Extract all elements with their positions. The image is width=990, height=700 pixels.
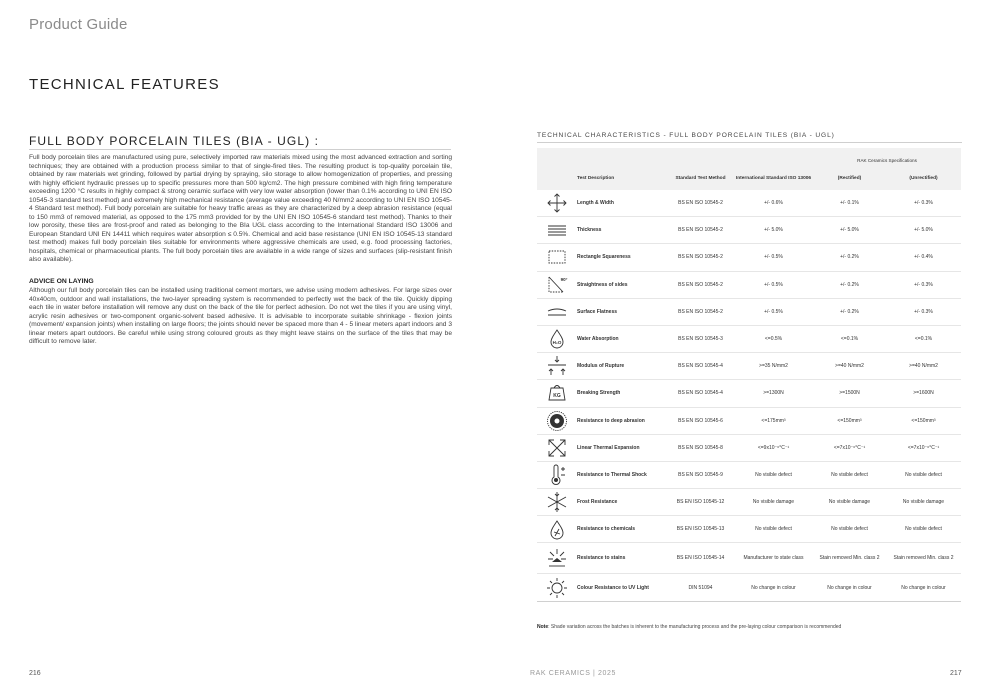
rectified-value: <=150mm³ xyxy=(813,407,886,434)
test-description: Resistance to stains xyxy=(577,543,667,574)
iso-13006-value: >=1300N xyxy=(734,380,813,407)
deep-abrasion-icon xyxy=(537,407,577,434)
rectified-value: +/- 0.2% xyxy=(813,244,886,271)
standard-test-method: BS EN ISO 10545-14 xyxy=(667,543,734,574)
standard-test-method: BS EN ISO 10545-2 xyxy=(667,244,734,271)
water-absorption-icon xyxy=(537,325,577,352)
iso-13006-value: <=175mm³ xyxy=(734,407,813,434)
rectified-value: +/- 5.0% xyxy=(813,217,886,244)
iso-13006-value: +/- 0.5% xyxy=(734,244,813,271)
unrectified-value: >=40 N/mm2 xyxy=(886,353,961,380)
standard-test-method: BS EN ISO 10545-4 xyxy=(667,353,734,380)
icon-label: H₂O xyxy=(552,340,562,346)
test-description: Resistance to Thermal Shock xyxy=(577,461,667,488)
stains-icon xyxy=(537,543,577,574)
icon-label: KG xyxy=(553,393,561,400)
rectified-value: +/- 0.2% xyxy=(813,298,886,325)
standard-test-method: DIN 51094 xyxy=(667,574,734,601)
iso-13006-value: +/- 0.6% xyxy=(734,190,813,217)
iso-13006-value: +/- 5.0% xyxy=(734,217,813,244)
rectified-value: No change in colour xyxy=(813,574,886,601)
unrectified-value: <=150mm³ xyxy=(886,407,961,434)
table-row xyxy=(537,489,961,516)
test-description: Water Absorption xyxy=(577,325,667,352)
table-row xyxy=(537,190,961,217)
test-description: Frost Resistance xyxy=(577,489,667,516)
standard-test-method: BS EN ISO 10545-13 xyxy=(667,516,734,543)
test-description: Linear Thermal Expansion xyxy=(577,434,667,461)
iso-13006-value: Manufacturer to state class xyxy=(734,543,813,574)
test-description: Breaking Strength xyxy=(577,380,667,407)
standard-test-method: BS EN ISO 10545-6 xyxy=(667,407,734,434)
table-row xyxy=(537,516,961,543)
test-description: Resistance to chemicals xyxy=(577,516,667,543)
chemicals-icon xyxy=(537,516,577,543)
col-standard-test-method: Standard Test Method xyxy=(675,175,726,181)
table-row xyxy=(537,380,961,407)
unrectified-value: Stain removed Min. class 2 xyxy=(886,543,961,574)
table-row xyxy=(537,217,961,244)
test-description: Colour Resistance to UV Light xyxy=(577,574,667,601)
standard-test-method: BS EN ISO 10545-12 xyxy=(667,489,734,516)
table-row xyxy=(537,353,961,380)
table-body xyxy=(537,190,961,601)
col-unrectified: (Unrectified) xyxy=(909,175,938,181)
table-row xyxy=(537,271,961,298)
specifications-group-header: RAK Ceramics Specifications xyxy=(857,157,917,163)
standard-test-method: BS EN ISO 10545-4 xyxy=(667,380,734,407)
modulus-rupture-icon xyxy=(537,353,577,380)
col-test-description: Test Description xyxy=(577,175,615,181)
test-description: Resistance to deep abrasion xyxy=(577,407,667,434)
standard-test-method: BS EN ISO 10545-2 xyxy=(667,190,734,217)
unrectified-value: >=1600N xyxy=(886,380,961,407)
test-description: Thickness xyxy=(577,217,667,244)
advice-paragraph: Although our full body porcelain tiles can be installed using traditional cement mortars, we advise using modern adhesives. For large sizes over 40x40cm, outdoor and wall installations, the two-layer spreading system is recommended to perfectly wet the back of the tile. Quickly dipping each tile in water before installation will remove any dust on the back of the tile for perfect adhesion. Do not wet the tiles if you are using vinyl, acrylic resin adhesives or two-component organic-solvent based adhesive. It is advisable to incorporate suitable shrinkage - flexion joints (movement/ expansion joints) when installing on large floors; the joints should never be spaced more than 4 - 5 linear meters apart indoors and 3 linear meters apart outdoors. Be careful while using strong coloured grouts as they might leave stains on the surface of the tiles that may be difficult to remove later. xyxy=(29,287,452,345)
rectangle-squareness-icon xyxy=(537,244,577,271)
unrectified-value: +/- 0.4% xyxy=(886,244,961,271)
unrectified-value: No change in colour xyxy=(886,574,961,601)
technical-characteristics-table xyxy=(537,148,961,602)
table-note xyxy=(537,624,841,630)
thickness-icon xyxy=(537,217,577,244)
note-label: Note xyxy=(537,624,549,630)
table-row xyxy=(537,325,961,352)
rectified-value: No visible damage xyxy=(813,489,886,516)
rectified-value: +/- 0.2% xyxy=(813,271,886,298)
footer-brand: RAK CERAMICS | 2025 xyxy=(530,670,616,677)
table-row xyxy=(537,298,961,325)
surface-flatness-icon xyxy=(537,298,577,325)
iso-13006-value: +/- 0.5% xyxy=(734,298,813,325)
unrectified-value: +/- 0.3% xyxy=(886,190,961,217)
table-row xyxy=(537,543,961,574)
frost-icon xyxy=(537,489,577,516)
breaking-strength-icon xyxy=(537,380,577,407)
iso-13006-value: No visible defect xyxy=(734,516,813,543)
test-description: Rectangle Squareness xyxy=(577,244,667,271)
table-row xyxy=(537,407,961,434)
unrectified-value: +/- 0.3% xyxy=(886,271,961,298)
guide-title: Product Guide xyxy=(29,16,128,33)
section-heading: TECHNICAL FEATURES xyxy=(29,76,220,93)
test-description: Surface Flatness xyxy=(577,298,667,325)
standard-test-method: BS EN ISO 10545-2 xyxy=(667,271,734,298)
heading-divider xyxy=(29,149,451,150)
rectified-value: <=0.1% xyxy=(813,325,886,352)
thermal-shock-icon xyxy=(537,461,577,488)
standard-test-method: BS EN ISO 10545-2 xyxy=(667,298,734,325)
unrectified-value: +/- 0.3% xyxy=(886,298,961,325)
col-rectified: (Rectified) xyxy=(837,175,862,181)
unrectified-value: No visible defect xyxy=(886,516,961,543)
iso-13006-value: <=9x10⁻⁶°C⁻¹ xyxy=(734,434,813,461)
icon-label: 90° xyxy=(560,276,568,282)
standard-test-method: BS EN ISO 10545-8 xyxy=(667,434,734,461)
unrectified-value: No visible damage xyxy=(886,489,961,516)
rectified-value: Stain removed Min. class 2 xyxy=(813,543,886,574)
tile-section-heading: FULL BODY PORCELAIN TILES (BIA - UGL) : xyxy=(29,134,320,148)
iso-13006-value: >=35 N/mm2 xyxy=(734,353,813,380)
rectified-value: <=7x10⁻⁶°C⁻¹ xyxy=(813,434,886,461)
thermal-expansion-icon xyxy=(537,434,577,461)
standard-test-method: BS EN ISO 10545-2 xyxy=(667,217,734,244)
length-width-icon xyxy=(537,190,577,217)
page-number-right: 217 xyxy=(950,670,962,677)
unrectified-value: <=7x10⁻⁶°C⁻¹ xyxy=(886,434,961,461)
iso-13006-value: No visible damage xyxy=(734,489,813,516)
iso-13006-value: No visible defect xyxy=(734,461,813,488)
table-row xyxy=(537,244,961,271)
page-number-left: 216 xyxy=(29,670,41,677)
test-description: Modulus of Rupture xyxy=(577,353,667,380)
iso-13006-value: <=0.5% xyxy=(734,325,813,352)
caption-divider xyxy=(537,142,962,143)
rectified-value: +/- 0.1% xyxy=(813,190,886,217)
unrectified-value: +/- 5.0% xyxy=(886,217,961,244)
table-caption: TECHNICAL CHARACTERISTICS - FULL BODY PORCELAIN TILES (BIA - UGL) xyxy=(537,132,835,139)
rectified-value: No visible defect xyxy=(813,516,886,543)
standard-test-method: BS EN ISO 10545-9 xyxy=(667,461,734,488)
table-row xyxy=(537,574,961,601)
table-row xyxy=(537,434,961,461)
unrectified-value: No visible defect xyxy=(886,461,961,488)
straightness-icon xyxy=(537,271,577,298)
col-iso-13006: International Standard ISO 13006 xyxy=(735,175,812,181)
rectified-value: >=1500N xyxy=(813,380,886,407)
note-text: : Shade variation across the batches is inherent to the manufacturing process and the pre-laying colour comparison is recommended xyxy=(548,624,842,630)
test-description: Length & Width xyxy=(577,190,667,217)
standard-test-method: BS EN ISO 10545-3 xyxy=(667,325,734,352)
description-paragraph: Full body porcelain tiles are manufactured using pure, selectively imported raw materials mixed using the most advanced extraction and sorting techniques; they are obtained with a production process similar to that of single-fired tiles. The resulting product is top-quality porcelain tile, obtained by raw materials wet grinding, followed by partial drying by spraying, silo storage to allow homogenization of properties, and pressing with highly efficient hydraulic presses up to specific pressures more than 500 kg/cm2. The high pressure combined with high firing temperature exceeding 1200 °C results in highly compact & strong ceramic surface with very low water absorption (lower than 0.1% according to UNI EN ISO 10545-3 standard test method) and extremely high mechanical resistance (average value exceeding 40 N/mm2 according to UNI EN ISO 10545-4 Standard test method). Full body porcelain are suitable for heavy traffic areas as they are characterized by a deep abrasion resistance (equal to 150 mm3 of removed material, as opposed to the 175 mm3 provided for by the UNI EN ISO 10545-6 standard test method). Thanks to their low porosity, these tiles are frost-proof and rated as belonging to the BIa UGL class according to the International Standard ISO 13006 and European Standard UNI EN 14411 which requires water absorption ≤ 0.5%. Chemical and acid base resistance (UNI EN ISO 10545-13 standard test method) makes full body porcelain tiles suitable for environments where aggressive chemicals are used, e.g. food processing factories, hospitals, chemical or pharmaceutical plants. The full body porcelain tiles are available in a wide range of sizes and surfaces (slip-resistant finish also available). xyxy=(29,154,452,263)
rectified-value: >=40 N/mm2 xyxy=(813,353,886,380)
uv-light-icon xyxy=(537,574,577,601)
advice-heading: ADVICE ON LAYING xyxy=(29,278,94,285)
iso-13006-value: +/- 0.5% xyxy=(734,271,813,298)
iso-13006-value: No change in colour xyxy=(734,574,813,601)
unrectified-value: <=0.1% xyxy=(886,325,961,352)
table-row xyxy=(537,461,961,488)
test-description: Straightness of sides xyxy=(577,271,667,298)
rectified-value: No visible defect xyxy=(813,461,886,488)
